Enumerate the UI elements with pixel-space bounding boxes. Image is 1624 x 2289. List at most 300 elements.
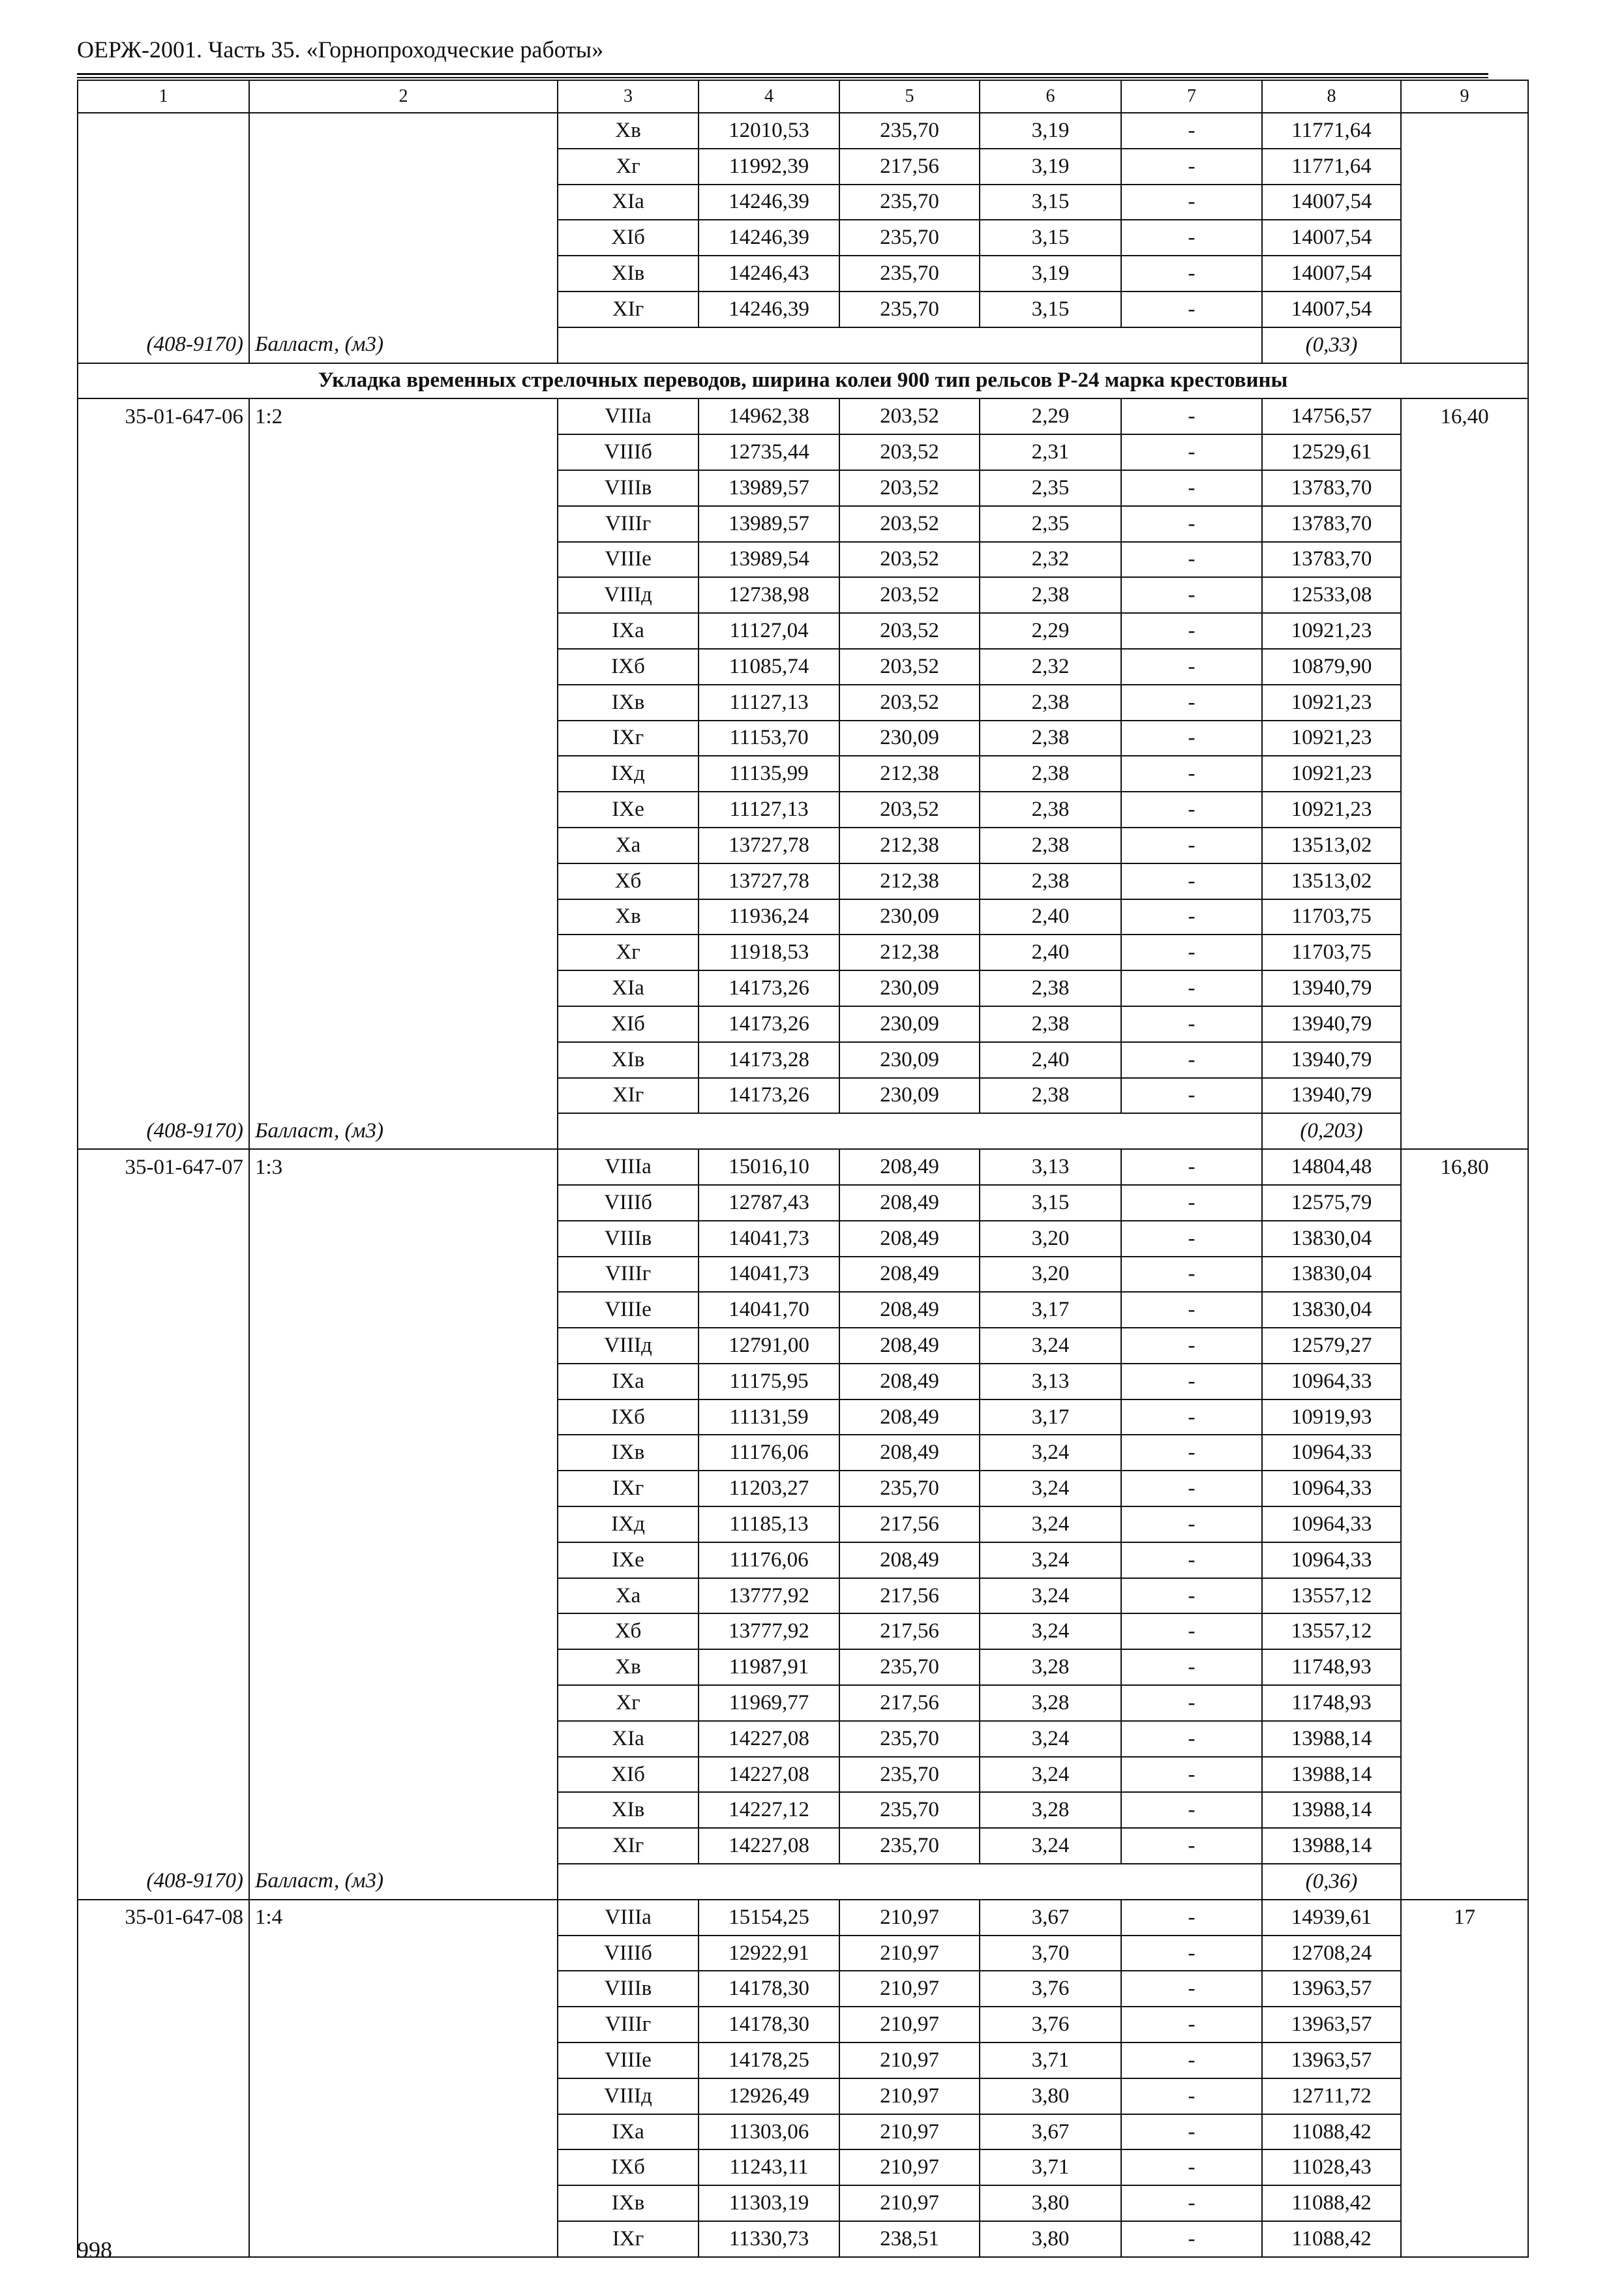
variant-cell: IXг (558, 721, 699, 756)
materials-cost-cell: 13513,02 (1262, 863, 1401, 899)
driver-wage-cell: - (1121, 1828, 1262, 1864)
ratio-cell (249, 1221, 558, 1257)
direct-cost-cell: 14173,26 (699, 970, 839, 1006)
rate-code-cell (78, 1685, 249, 1721)
labor-cost-cell: 230,09 (839, 1006, 980, 1042)
driver-wage-cell: - (1121, 1042, 1262, 1078)
materials-cost-cell: 10964,33 (1262, 1542, 1401, 1578)
variant-cell: VIIIа (558, 1149, 699, 1185)
variant-cell: Xа (558, 1578, 699, 1614)
direct-cost-cell: 11127,13 (699, 685, 839, 721)
ratio-cell (249, 792, 558, 828)
driver-wage-cell: - (1121, 1649, 1262, 1685)
ratio-cell (249, 1399, 558, 1435)
rate-code-cell (78, 613, 249, 649)
ratio-cell (249, 1364, 558, 1399)
driver-wage-cell: - (1121, 2185, 1262, 2221)
labor-cost-cell: 210,97 (839, 2114, 980, 2150)
ballast-empty (1121, 1113, 1262, 1149)
ratio-cell: 1:4 (249, 1900, 558, 1936)
labor-hours-cell (1401, 1613, 1528, 1649)
variant-cell: VIIIд (558, 2078, 699, 2114)
direct-cost-cell: 12787,43 (699, 1185, 839, 1221)
ballast-empty (839, 1113, 980, 1149)
table-row (78, 2114, 1528, 2150)
table-row (78, 2007, 1528, 2042)
ballast-empty (1401, 1864, 1528, 1900)
ratio-cell (249, 613, 558, 649)
table-row (78, 1685, 1528, 1721)
ballast-code: (408-9170) (78, 1864, 249, 1900)
direct-cost-cell: 12738,98 (699, 577, 839, 613)
direct-cost-cell: 11303,19 (699, 2185, 839, 2221)
table-row (78, 1292, 1528, 1328)
variant-cell: XIа (558, 185, 699, 220)
variant-cell: IXе (558, 792, 699, 828)
table-row (78, 2078, 1528, 2114)
materials-cost-cell: 10964,33 (1262, 1435, 1401, 1471)
machine-cost-cell: 3,20 (980, 1221, 1121, 1257)
labor-cost-cell: 203,52 (839, 577, 980, 613)
table-row (78, 1185, 1528, 1221)
labor-hours-cell (1401, 113, 1528, 149)
direct-cost-cell: 13777,92 (699, 1613, 839, 1649)
labor-cost-cell: 212,38 (839, 828, 980, 863)
col-number-header: 9 (1401, 80, 1528, 113)
labor-hours-cell (1401, 1542, 1528, 1578)
machine-cost-cell: 3,24 (980, 1435, 1121, 1471)
variant-cell: XIв (558, 1792, 699, 1828)
table-row (78, 1757, 1528, 1793)
machine-cost-cell: 2,40 (980, 1042, 1121, 1078)
rate-code-cell (78, 1542, 249, 1578)
materials-cost-cell: 11088,42 (1262, 2114, 1401, 2150)
variant-cell: VIIIб (558, 1936, 699, 1971)
rate-code-cell: 35-01-647-08 (78, 1900, 249, 1936)
labor-cost-cell: 210,97 (839, 2185, 980, 2221)
direct-cost-cell: 14173,26 (699, 1078, 839, 1114)
ballast-empty (699, 1113, 839, 1149)
driver-wage-cell: - (1121, 721, 1262, 756)
table-row (78, 1221, 1528, 1257)
variant-cell: VIIIа (558, 1900, 699, 1936)
direct-cost-cell: 11987,91 (699, 1649, 839, 1685)
table-row (78, 149, 1528, 185)
ballast-label: Балласт, (м3) (249, 1864, 558, 1900)
driver-wage-cell: - (1121, 1721, 1262, 1757)
machine-cost-cell: 2,35 (980, 506, 1121, 542)
labor-hours-cell (1401, 1757, 1528, 1793)
ratio-cell (249, 149, 558, 185)
materials-cost-cell: 13783,70 (1262, 470, 1401, 506)
table-row (78, 649, 1528, 685)
materials-cost-cell: 13513,02 (1262, 828, 1401, 863)
rate-code-cell (78, 2042, 249, 2078)
variant-cell: VIIIг (558, 2007, 699, 2042)
direct-cost-cell: 14178,30 (699, 2007, 839, 2042)
variant-cell: VIIIе (558, 2042, 699, 2078)
driver-wage-cell: - (1121, 685, 1262, 721)
labor-cost-cell: 208,49 (839, 1542, 980, 1578)
col-number-header: 1 (78, 80, 249, 113)
rate-code-cell (78, 506, 249, 542)
machine-cost-cell: 2,29 (980, 398, 1121, 434)
col-number-header: 7 (1121, 80, 1262, 113)
driver-wage-cell: - (1121, 256, 1262, 292)
labor-hours-cell (1401, 1078, 1528, 1114)
labor-hours-cell (1401, 2221, 1528, 2257)
machine-cost-cell: 3,80 (980, 2221, 1121, 2257)
labor-cost-cell: 203,52 (839, 685, 980, 721)
labor-cost-cell: 210,97 (839, 2078, 980, 2114)
labor-cost-cell: 235,70 (839, 220, 980, 256)
ballast-empty (1121, 1864, 1262, 1900)
direct-cost-cell: 14246,43 (699, 256, 839, 292)
driver-wage-cell: - (1121, 2007, 1262, 2042)
ratio-cell (249, 434, 558, 470)
ratio-cell (249, 970, 558, 1006)
variant-cell: XIа (558, 1721, 699, 1757)
variant-cell: IXв (558, 2185, 699, 2221)
materials-cost-cell: 13557,12 (1262, 1578, 1401, 1614)
labor-hours-cell (1401, 828, 1528, 863)
header-rule-thin (77, 77, 1488, 78)
rate-code-cell (78, 2149, 249, 2185)
labor-hours-cell (1401, 1971, 1528, 2007)
rate-code-cell (78, 2007, 249, 2042)
labor-hours-cell (1401, 1792, 1528, 1828)
driver-wage-cell: - (1121, 1471, 1262, 1506)
direct-cost-cell: 11185,13 (699, 1506, 839, 1542)
materials-cost-cell: 10964,33 (1262, 1364, 1401, 1399)
table-row (78, 292, 1528, 327)
direct-cost-cell: 15016,10 (699, 1149, 839, 1185)
ratio-cell (249, 1971, 558, 2007)
driver-wage-cell: - (1121, 434, 1262, 470)
labor-hours-cell (1401, 1721, 1528, 1757)
machine-cost-cell: 3,67 (980, 1900, 1121, 1936)
materials-cost-cell: 10921,23 (1262, 685, 1401, 721)
variant-cell: XIг (558, 1078, 699, 1114)
machine-cost-cell: 3,19 (980, 149, 1121, 185)
materials-cost-cell: 11028,43 (1262, 2149, 1401, 2185)
labor-cost-cell: 230,09 (839, 970, 980, 1006)
ratio-cell: 1:3 (249, 1149, 558, 1185)
machine-cost-cell: 3,76 (980, 1971, 1121, 2007)
rate-code-cell (78, 1185, 249, 1221)
section-title: Укладка временных стрелочных переводов, ширина колеи 900 тип рельсов Р-24 марка крестовины (78, 363, 1528, 399)
col-number-header: 6 (980, 80, 1121, 113)
ratio-cell (249, 1613, 558, 1649)
materials-cost-cell: 13557,12 (1262, 1613, 1401, 1649)
rate-code-cell (78, 970, 249, 1006)
materials-cost-cell: 13963,57 (1262, 1971, 1401, 2007)
labor-cost-cell: 217,56 (839, 1506, 980, 1542)
ratio-cell (249, 1649, 558, 1685)
direct-cost-cell: 14041,70 (699, 1292, 839, 1328)
page-number: 998 (77, 2237, 112, 2263)
variant-cell: VIIIг (558, 1257, 699, 1293)
rate-code-cell (78, 1613, 249, 1649)
driver-wage-cell: - (1121, 1257, 1262, 1293)
driver-wage-cell: - (1121, 1399, 1262, 1435)
driver-wage-cell: - (1121, 1578, 1262, 1614)
labor-hours-cell (1401, 721, 1528, 756)
rate-code-cell (78, 1364, 249, 1399)
driver-wage-cell: - (1121, 1006, 1262, 1042)
machine-cost-cell: 3,24 (980, 1828, 1121, 1864)
labor-cost-cell: 235,70 (839, 1757, 980, 1793)
ballast-empty (699, 327, 839, 363)
labor-hours-cell (1401, 542, 1528, 578)
ballast-value: (0,203) (1262, 1113, 1401, 1149)
col-number-header: 2 (249, 80, 558, 113)
ballast-empty (558, 1113, 699, 1149)
materials-cost-cell: 10921,23 (1262, 613, 1401, 649)
direct-cost-cell: 13989,54 (699, 542, 839, 578)
variant-cell: VIIIг (558, 506, 699, 542)
machine-cost-cell: 2,29 (980, 613, 1121, 649)
labor-cost-cell: 203,52 (839, 649, 980, 685)
table-row (78, 185, 1528, 220)
rate-code-cell (78, 721, 249, 756)
rate-code-cell (78, 542, 249, 578)
direct-cost-cell: 12922,91 (699, 1936, 839, 1971)
table-row (78, 613, 1528, 649)
ratio-cell (249, 1757, 558, 1793)
rate-code-cell (78, 2185, 249, 2221)
machine-cost-cell: 3,24 (980, 1471, 1121, 1506)
ratio-cell (249, 1471, 558, 1506)
machine-cost-cell: 2,38 (980, 1078, 1121, 1114)
machine-cost-cell: 2,38 (980, 970, 1121, 1006)
table-row (78, 2185, 1528, 2221)
table-row (78, 220, 1528, 256)
table-row (78, 1649, 1528, 1685)
machine-cost-cell: 3,17 (980, 1399, 1121, 1435)
labor-cost-cell: 235,70 (839, 256, 980, 292)
table-row (78, 1936, 1528, 1971)
col-number-header: 4 (699, 80, 839, 113)
labor-cost-cell: 217,56 (839, 1578, 980, 1614)
table-row (78, 792, 1528, 828)
driver-wage-cell: - (1121, 1364, 1262, 1399)
variant-cell: XIб (558, 1757, 699, 1793)
direct-cost-cell: 13727,78 (699, 828, 839, 863)
ballast-code: (408-9170) (78, 1113, 249, 1149)
rate-code-cell (78, 685, 249, 721)
labor-cost-cell: 210,97 (839, 2149, 980, 2185)
direct-cost-cell: 14246,39 (699, 220, 839, 256)
variant-cell: VIIIв (558, 1971, 699, 2007)
table-row (78, 1471, 1528, 1506)
direct-cost-cell: 11176,06 (699, 1542, 839, 1578)
materials-cost-cell: 13940,79 (1262, 1006, 1401, 1042)
materials-cost-cell: 13830,04 (1262, 1221, 1401, 1257)
variant-cell: IXв (558, 685, 699, 721)
rate-code-cell (78, 1042, 249, 1078)
table-row (78, 1971, 1528, 2007)
rate-code-cell (78, 1399, 249, 1435)
labor-hours-cell: 16,40 (1401, 398, 1528, 434)
driver-wage-cell: - (1121, 292, 1262, 327)
direct-cost-cell: 11085,74 (699, 649, 839, 685)
machine-cost-cell: 3,80 (980, 2185, 1121, 2221)
materials-cost-cell: 12579,27 (1262, 1328, 1401, 1364)
materials-cost-cell: 12533,08 (1262, 577, 1401, 613)
machine-cost-cell: 3,28 (980, 1685, 1121, 1721)
labor-cost-cell: 217,56 (839, 149, 980, 185)
labor-cost-cell: 208,49 (839, 1149, 980, 1185)
direct-cost-cell: 11203,27 (699, 1471, 839, 1506)
machine-cost-cell: 3,13 (980, 1149, 1121, 1185)
table-row (78, 970, 1528, 1006)
direct-cost-cell: 14173,28 (699, 1042, 839, 1078)
machine-cost-cell: 2,38 (980, 577, 1121, 613)
materials-cost-cell: 13988,14 (1262, 1792, 1401, 1828)
ratio-cell (249, 1185, 558, 1221)
direct-cost-cell: 14041,73 (699, 1221, 839, 1257)
table-row (78, 1792, 1528, 1828)
materials-cost-cell: 10921,23 (1262, 792, 1401, 828)
machine-cost-cell: 3,70 (980, 1936, 1121, 1971)
materials-cost-cell: 10879,90 (1262, 649, 1401, 685)
labor-hours-cell (1401, 1578, 1528, 1614)
variant-cell: XIг (558, 292, 699, 327)
machine-cost-cell: 3,24 (980, 1542, 1121, 1578)
ratio-cell (249, 685, 558, 721)
rate-code-cell (78, 935, 249, 970)
labor-hours-cell (1401, 256, 1528, 292)
materials-cost-cell: 13963,57 (1262, 2007, 1401, 2042)
variant-cell: VIIIе (558, 1292, 699, 1328)
driver-wage-cell: - (1121, 1613, 1262, 1649)
ratio-cell (249, 185, 558, 220)
ratio-cell (249, 2185, 558, 2221)
table-row (78, 1721, 1528, 1757)
table-row (78, 828, 1528, 863)
direct-cost-cell: 13727,78 (699, 863, 839, 899)
driver-wage-cell: - (1121, 542, 1262, 578)
labor-cost-cell: 208,49 (839, 1328, 980, 1364)
table-row (78, 2221, 1528, 2257)
driver-wage-cell: - (1121, 1936, 1262, 1971)
direct-cost-cell: 15154,25 (699, 1900, 839, 1936)
table-row (78, 756, 1528, 792)
driver-wage-cell: - (1121, 1328, 1262, 1364)
machine-cost-cell: 3,13 (980, 1364, 1121, 1399)
rate-code-cell (78, 1257, 249, 1293)
materials-cost-cell: 14007,54 (1262, 220, 1401, 256)
rate-code-cell (78, 756, 249, 792)
direct-cost-cell: 11176,06 (699, 1435, 839, 1471)
variant-cell: VIIIа (558, 398, 699, 434)
variant-cell: Xб (558, 863, 699, 899)
machine-cost-cell: 3,28 (980, 1649, 1121, 1685)
variant-cell: IXг (558, 1471, 699, 1506)
variant-cell: XIа (558, 970, 699, 1006)
direct-cost-cell: 11153,70 (699, 721, 839, 756)
labor-cost-cell: 210,97 (839, 2042, 980, 2078)
ballast-empty (980, 327, 1121, 363)
materials-cost-cell: 11088,42 (1262, 2221, 1401, 2257)
materials-cost-cell: 11703,75 (1262, 899, 1401, 935)
machine-cost-cell: 2,32 (980, 542, 1121, 578)
materials-cost-cell: 13830,04 (1262, 1257, 1401, 1293)
driver-wage-cell: - (1121, 113, 1262, 149)
rate-code-cell (78, 113, 249, 149)
variant-cell: XIб (558, 1006, 699, 1042)
variant-cell: IXб (558, 649, 699, 685)
rate-code-cell (78, 1506, 249, 1542)
machine-cost-cell: 3,24 (980, 1757, 1121, 1793)
machine-cost-cell: 3,19 (980, 256, 1121, 292)
direct-cost-cell: 12791,00 (699, 1328, 839, 1364)
materials-cost-cell: 14007,54 (1262, 256, 1401, 292)
table-row (78, 935, 1528, 970)
variant-cell: VIIIв (558, 470, 699, 506)
direct-cost-cell: 12735,44 (699, 434, 839, 470)
labor-cost-cell: 235,70 (839, 1471, 980, 1506)
table-row (78, 899, 1528, 935)
variant-cell: Xг (558, 149, 699, 185)
labor-hours-cell (1401, 220, 1528, 256)
labor-hours-cell (1401, 685, 1528, 721)
ratio-cell (249, 1435, 558, 1471)
labor-hours-cell (1401, 756, 1528, 792)
materials-cost-cell: 12529,61 (1262, 434, 1401, 470)
direct-cost-cell: 14041,73 (699, 1257, 839, 1293)
ratio-cell (249, 2221, 558, 2257)
ratio-cell (249, 2078, 558, 2114)
rate-code-cell (78, 1649, 249, 1685)
variant-cell: IXб (558, 1399, 699, 1435)
ratio-cell (249, 1792, 558, 1828)
table-row (78, 1078, 1528, 1114)
machine-cost-cell: 3,24 (980, 1506, 1121, 1542)
driver-wage-cell: - (1121, 1542, 1262, 1578)
machine-cost-cell: 2,38 (980, 1006, 1121, 1042)
materials-cost-cell: 13988,14 (1262, 1828, 1401, 1864)
column-number-row (78, 80, 1528, 113)
col-number-header: 8 (1262, 80, 1401, 113)
direct-cost-cell: 13989,57 (699, 470, 839, 506)
rates-table (77, 80, 1529, 2258)
ratio-cell (249, 542, 558, 578)
machine-cost-cell: 3,24 (980, 1613, 1121, 1649)
variant-cell: VIIIб (558, 434, 699, 470)
rate-code-cell (78, 1328, 249, 1364)
labor-hours-cell (1401, 185, 1528, 220)
labor-hours-cell (1401, 935, 1528, 970)
ratio-cell (249, 256, 558, 292)
section-title-row (78, 363, 1528, 399)
materials-cost-cell: 14804,48 (1262, 1149, 1401, 1185)
labor-cost-cell: 208,49 (839, 1435, 980, 1471)
materials-cost-cell: 11748,93 (1262, 1649, 1401, 1685)
labor-cost-cell: 238,51 (839, 2221, 980, 2257)
materials-cost-cell: 13830,04 (1262, 1292, 1401, 1328)
machine-cost-cell: 3,28 (980, 1792, 1121, 1828)
ratio-cell (249, 470, 558, 506)
labor-cost-cell: 235,70 (839, 1721, 980, 1757)
variant-cell: Xа (558, 828, 699, 863)
labor-hours-cell (1401, 792, 1528, 828)
ballast-empty (1121, 327, 1262, 363)
ratio-cell (249, 2042, 558, 2078)
labor-hours-cell (1401, 2078, 1528, 2114)
col-number-header: 5 (839, 80, 980, 113)
